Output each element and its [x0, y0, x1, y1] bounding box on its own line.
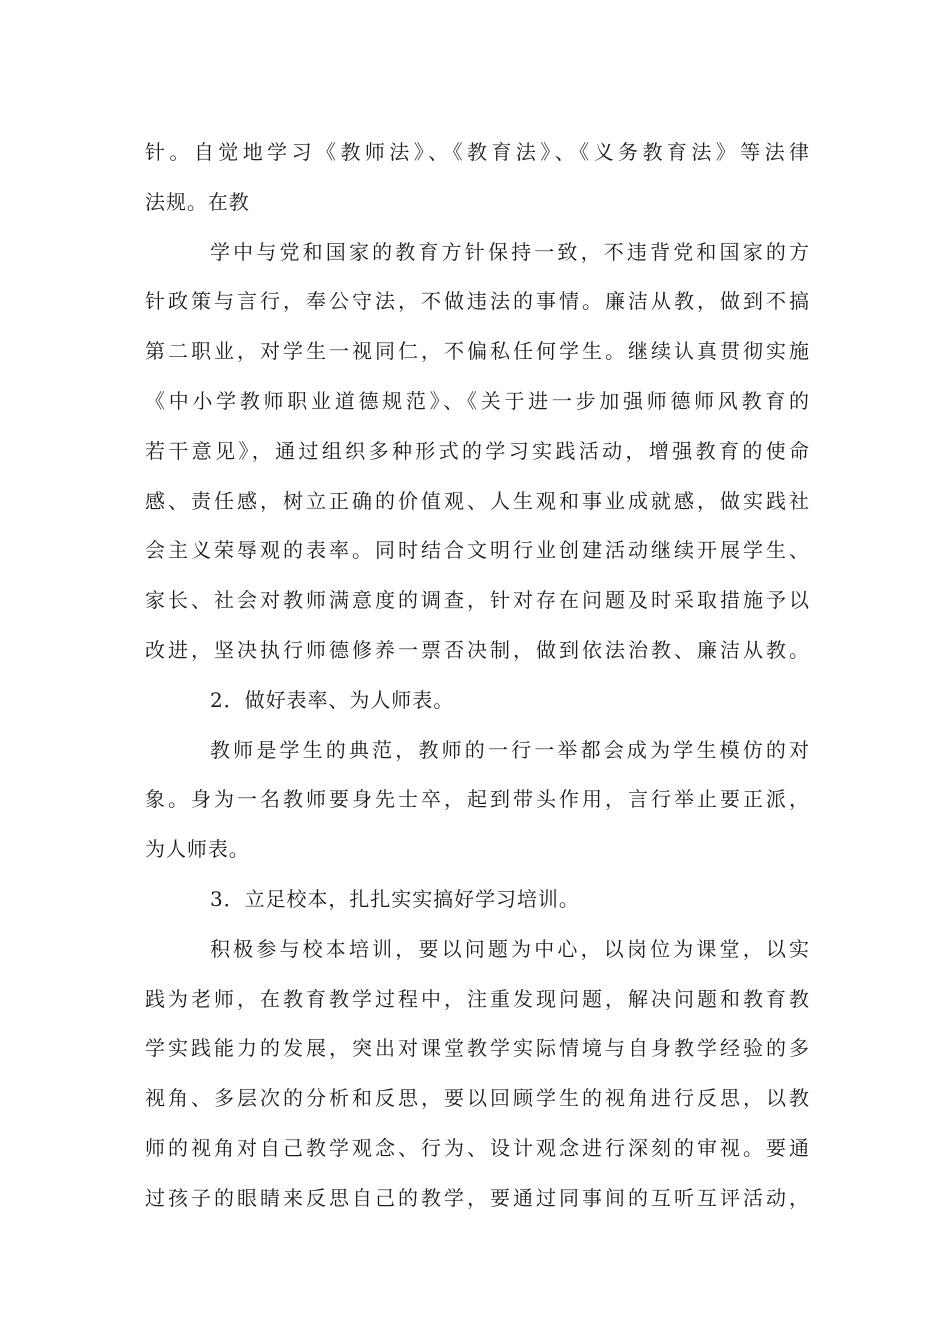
text-line: 家长、社会对教师满意度的调查，针对存在问题及时采取措施予以 [145, 588, 810, 613]
text-line: 学中与党和国家的教育方针保持一致，不违背党和国家的方 [210, 239, 810, 264]
text-line: 践为老师，在教育教学过程中，注重发现问题，解决问题和教育教 [145, 986, 810, 1011]
text-line: 积极参与校本培训，要以问题为中心，以岗位为课堂，以实 [210, 936, 810, 961]
text-line: 2．做好表率、为人师表。 [210, 687, 455, 712]
text-line: 教师是学生的典范，教师的一行一举都会成为学生模仿的对 [210, 737, 810, 762]
text-line: 为人师表。 [145, 837, 250, 862]
text-line: 《中小学教师职业道德规范》、《关于进一步加强师德师风教育的 [145, 388, 810, 413]
body-text [145, 128, 810, 1224]
text-line: 针政策与言行，奉公守法，不做违法的事情。廉洁从教，做到不搞 [145, 289, 810, 314]
text-line: 师的视角对自己教学观念、行为、设计观念进行深刻的审视。要通 [145, 1135, 810, 1160]
text-line: 3．立足校本，扎扎实实搞好学习培训。 [210, 886, 580, 911]
text-line: 过孩子的眼睛来反思自己的教学，要通过同事间的互听互评活动， [145, 1185, 810, 1210]
text-line: 感、责任感，树立正确的价值观、人生观和事业成就感，做实践社 [145, 488, 810, 513]
text-line: 针。自觉地学习《教师法》、《教育法》、《义务教育法》等法律 [145, 140, 810, 164]
text-line: 法规。在教 [145, 189, 250, 214]
text-line: 改进，坚决执行师德修养一票否决制，做到依法治教、廉洁从教。 [145, 637, 810, 662]
text-line: 视角、多层次的分析和反思，要以回顾学生的视角进行反思，以教 [145, 1086, 810, 1111]
text-line: 会主义荣辱观的表率。同时结合文明行业创建活动继续开展学生、 [145, 538, 810, 563]
text-line: 第二职业，对学生一视同仁，不偏私任何学生。继续认真贯彻实施 [145, 339, 810, 364]
text-line: 学实践能力的发展，突出对课堂教学实际情境与自身教学经验的多 [145, 1036, 810, 1061]
text-line: 若干意见》，通过组织多种形式的学习实践活动，增强教育的使命 [145, 438, 810, 463]
text-line: 象。身为一名教师要身先士卒，起到带头作用，言行举止要正派， [145, 787, 810, 812]
